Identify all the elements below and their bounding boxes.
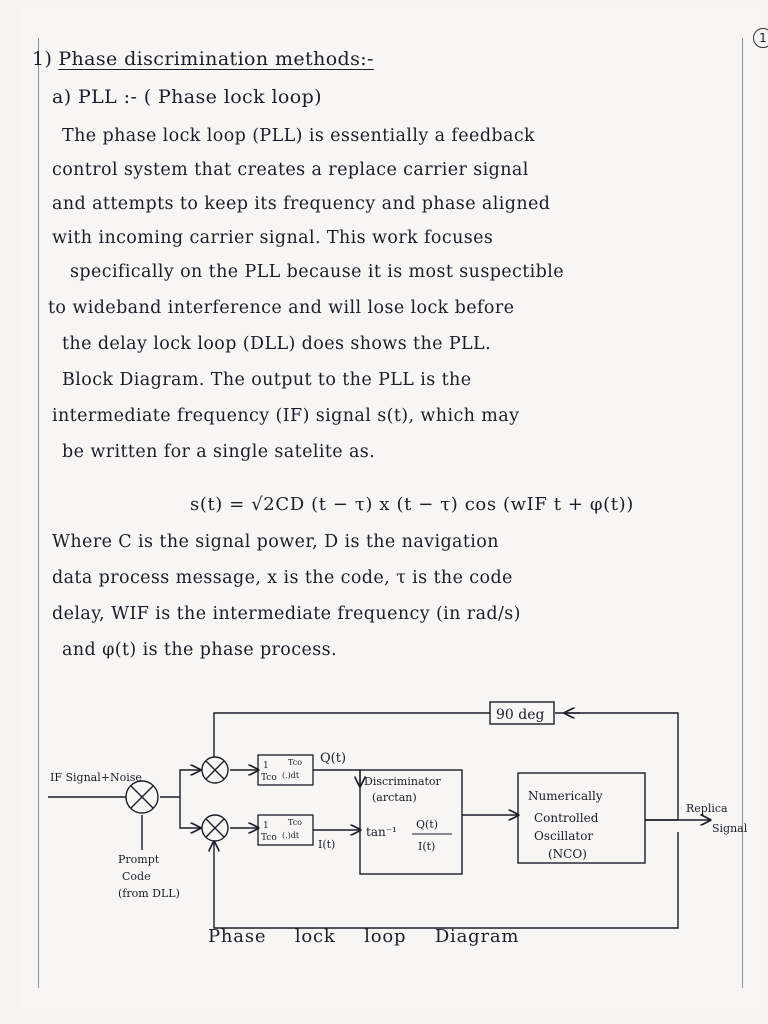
body-line: Block Diagram. The output to the PLL is the bbox=[62, 370, 472, 390]
lower-mixer bbox=[202, 815, 228, 841]
where-line: Where C is the signal power, D is the navigation bbox=[52, 532, 499, 552]
discriminator-formula-num: Q(t) bbox=[416, 818, 439, 831]
prompt-label: Code bbox=[122, 870, 151, 883]
q-label: Q(t) bbox=[320, 751, 347, 766]
discriminator-formula-den: I(t) bbox=[418, 840, 436, 853]
output-label: Replica bbox=[686, 802, 728, 815]
section-title: Phase discrimination methods:- bbox=[58, 48, 374, 70]
prompt-label: (from DLL) bbox=[118, 887, 180, 900]
nco-line: Numerically bbox=[528, 789, 603, 803]
nco-to-loop bbox=[645, 808, 678, 820]
discriminator-title: Discriminator bbox=[364, 775, 441, 788]
nco-line: (NCO) bbox=[548, 847, 587, 861]
split-line-lower bbox=[180, 797, 200, 828]
where-line: delay, WIF is the intermediate frequency (in rad/s) bbox=[52, 604, 521, 624]
input-label: IF Signal+Noise bbox=[50, 771, 142, 784]
lower-integrator-limit: Tco bbox=[288, 818, 303, 827]
diagram-caption: Phase lock loop Diagram bbox=[208, 926, 520, 947]
phase-shift-label: 90 deg bbox=[496, 707, 545, 723]
lower-integrator-num: 1 bbox=[263, 821, 269, 831]
split-line bbox=[160, 770, 200, 797]
upper-integrator-body: (.)dt bbox=[282, 771, 300, 780]
section-number: 1) bbox=[32, 48, 53, 70]
upper-integrator-limit: Tco bbox=[288, 758, 303, 767]
body-line: intermediate frequency (IF) signal s(t), which may bbox=[52, 406, 520, 426]
body-line: control system that creates a replace carrier signal bbox=[52, 160, 529, 180]
body-line: the delay lock loop (DLL) does shows the PLL. bbox=[62, 334, 492, 354]
body-line: with incoming carrier signal. This work focuses bbox=[52, 228, 494, 248]
subheading: a) PLL :- ( Phase lock loop) bbox=[52, 86, 322, 108]
signal-equation: s(t) = √2CD (t − τ) x (t − τ) cos (wIF t + φ(t)) bbox=[190, 494, 634, 515]
output-label: Signal bbox=[712, 822, 748, 835]
nco-line: Oscillator bbox=[534, 829, 594, 843]
i-label: I(t) bbox=[318, 838, 336, 851]
body-line: and attempts to keep its frequency and phase aligned bbox=[52, 194, 551, 214]
prompt-label: Prompt bbox=[118, 853, 160, 866]
upper-integrator-den: Tco bbox=[261, 773, 277, 783]
discriminator-formula-prefix: tan⁻¹ bbox=[366, 825, 397, 839]
body-line: The phase lock loop (PLL) is essentially a feedback bbox=[62, 126, 536, 146]
upper-integrator-num: 1 bbox=[263, 761, 269, 771]
body-line: be written for a single satelite as. bbox=[62, 442, 376, 462]
bottom-feedback-line bbox=[214, 832, 678, 928]
where-line: data process message, x is the code, τ is the code bbox=[52, 568, 513, 588]
nco-line: Controlled bbox=[534, 811, 599, 825]
page-number: 1 bbox=[753, 28, 768, 48]
discriminator-subtitle: (arctan) bbox=[372, 791, 417, 804]
input-mixer bbox=[126, 781, 158, 813]
body-line: to wideband interference and will lose lock before bbox=[48, 298, 515, 318]
where-line: and φ(t) is the phase process. bbox=[62, 640, 337, 660]
lower-integrator-body: (.)dt bbox=[282, 831, 300, 840]
lower-integrator-den: Tco bbox=[261, 833, 277, 843]
top-to-upper-mixer-line bbox=[214, 713, 490, 757]
upper-mixer bbox=[202, 757, 228, 783]
q-path bbox=[313, 770, 360, 786]
body-line: specifically on the PLL because it is most suspectible bbox=[70, 262, 565, 282]
